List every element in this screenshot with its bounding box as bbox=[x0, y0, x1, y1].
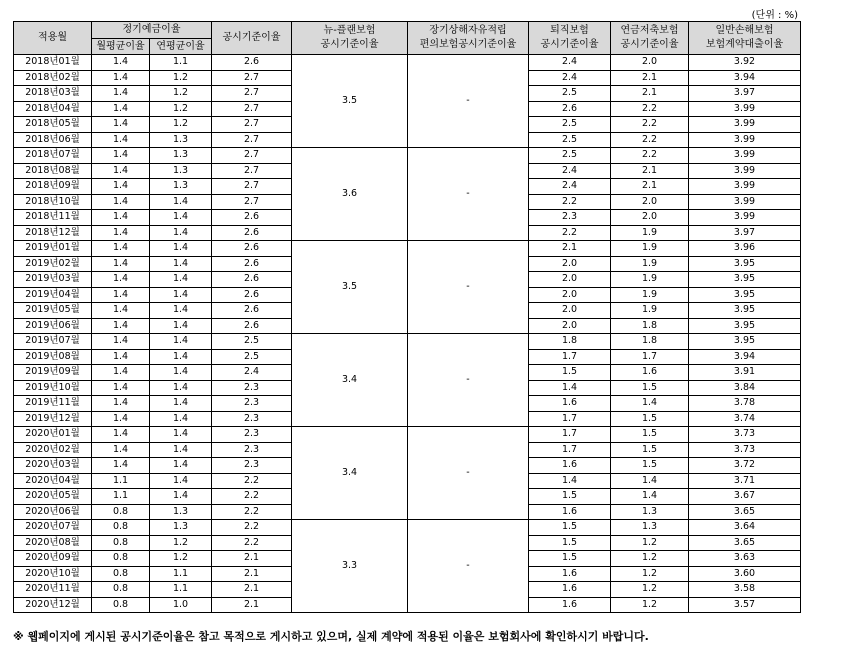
cell-retire: 2.0 bbox=[529, 256, 611, 272]
cell-annual-avg: 1.2 bbox=[150, 535, 212, 551]
cell-annual-avg: 1.4 bbox=[150, 427, 212, 443]
cell-retire: 2.0 bbox=[529, 272, 611, 288]
cell-monthly-avg: 1.1 bbox=[92, 489, 150, 505]
cell-public-rate: 2.7 bbox=[212, 179, 292, 195]
cell-longterm: - bbox=[408, 334, 529, 427]
cell-retire: 1.6 bbox=[529, 597, 611, 613]
cell-general: 3.67 bbox=[689, 489, 801, 505]
cell-public-rate: 2.7 bbox=[212, 194, 292, 210]
cell-pension: 1.3 bbox=[611, 520, 689, 536]
cell-public-rate: 2.5 bbox=[212, 349, 292, 365]
cell-annual-avg: 1.4 bbox=[150, 489, 212, 505]
cell-longterm: - bbox=[408, 148, 529, 241]
cell-monthly-avg: 1.4 bbox=[92, 380, 150, 396]
cell-annual-avg: 1.4 bbox=[150, 272, 212, 288]
cell-pension: 1.9 bbox=[611, 272, 689, 288]
cell-month: 2019년07월 bbox=[14, 334, 92, 350]
cell-longterm: - bbox=[408, 520, 529, 613]
cell-pension: 1.4 bbox=[611, 489, 689, 505]
cell-annual-avg: 1.4 bbox=[150, 334, 212, 350]
cell-public-rate: 2.3 bbox=[212, 442, 292, 458]
cell-pension: 2.2 bbox=[611, 117, 689, 133]
cell-retire: 2.5 bbox=[529, 86, 611, 102]
cell-public-rate: 2.1 bbox=[212, 551, 292, 567]
cell-annual-avg: 1.4 bbox=[150, 411, 212, 427]
cell-annual-avg: 1.4 bbox=[150, 473, 212, 489]
cell-month: 2019년04월 bbox=[14, 287, 92, 303]
cell-retire: 2.5 bbox=[529, 117, 611, 133]
cell-public-rate: 2.7 bbox=[212, 148, 292, 164]
cell-monthly-avg: 1.4 bbox=[92, 179, 150, 195]
cell-pension: 1.6 bbox=[611, 365, 689, 381]
cell-monthly-avg: 1.4 bbox=[92, 163, 150, 179]
cell-retire: 1.8 bbox=[529, 334, 611, 350]
cell-retire: 2.3 bbox=[529, 210, 611, 226]
cell-general: 3.73 bbox=[689, 427, 801, 443]
cell-retire: 2.4 bbox=[529, 163, 611, 179]
cell-retire: 1.6 bbox=[529, 458, 611, 474]
cell-month: 2020년10월 bbox=[14, 566, 92, 582]
cell-retire: 1.4 bbox=[529, 473, 611, 489]
cell-pension: 2.1 bbox=[611, 86, 689, 102]
cell-public-rate: 2.2 bbox=[212, 504, 292, 520]
cell-general: 3.97 bbox=[689, 86, 801, 102]
header-retire bbox=[529, 22, 611, 55]
cell-longterm: - bbox=[408, 55, 529, 148]
header-longterm-line2: 편의보험공시기준이율 bbox=[419, 39, 517, 50]
header-pension-line1: 연금저축보험 bbox=[620, 25, 679, 36]
table-row bbox=[14, 520, 801, 536]
cell-pension: 1.9 bbox=[611, 241, 689, 257]
cell-month: 2018년04월 bbox=[14, 101, 92, 117]
cell-general: 3.99 bbox=[689, 194, 801, 210]
table-row bbox=[14, 427, 801, 443]
cell-public-rate: 2.2 bbox=[212, 489, 292, 505]
cell-public-rate: 2.1 bbox=[212, 566, 292, 582]
cell-public-rate: 2.7 bbox=[212, 86, 292, 102]
cell-annual-avg: 1.3 bbox=[150, 148, 212, 164]
cell-general: 3.84 bbox=[689, 380, 801, 396]
cell-pension: 1.9 bbox=[611, 303, 689, 319]
cell-annual-avg: 1.4 bbox=[150, 194, 212, 210]
cell-new-plan: 3.5 bbox=[292, 241, 408, 334]
header-month: 적용월 bbox=[14, 22, 92, 55]
cell-monthly-avg: 1.4 bbox=[92, 318, 150, 334]
cell-pension: 1.8 bbox=[611, 318, 689, 334]
cell-retire: 1.6 bbox=[529, 396, 611, 412]
cell-month: 2020년09월 bbox=[14, 551, 92, 567]
header-longterm-line1: 장기상해자유적립 bbox=[429, 25, 507, 36]
cell-annual-avg: 1.3 bbox=[150, 132, 212, 148]
cell-pension: 2.2 bbox=[611, 148, 689, 164]
cell-annual-avg: 1.4 bbox=[150, 396, 212, 412]
cell-month: 2018년12월 bbox=[14, 225, 92, 241]
cell-retire: 2.5 bbox=[529, 148, 611, 164]
cell-monthly-avg: 1.4 bbox=[92, 272, 150, 288]
cell-month: 2019년06월 bbox=[14, 318, 92, 334]
cell-public-rate: 2.3 bbox=[212, 380, 292, 396]
cell-public-rate: 2.3 bbox=[212, 411, 292, 427]
cell-public-rate: 2.3 bbox=[212, 427, 292, 443]
cell-public-rate: 2.7 bbox=[212, 117, 292, 133]
header-retire-line1: 퇴직보험 bbox=[550, 25, 589, 36]
header-public-rate: 공시기준이율 bbox=[212, 22, 292, 55]
cell-month: 2018년10월 bbox=[14, 194, 92, 210]
cell-month: 2018년08월 bbox=[14, 163, 92, 179]
cell-monthly-avg: 1.4 bbox=[92, 303, 150, 319]
cell-public-rate: 2.7 bbox=[212, 132, 292, 148]
cell-annual-avg: 1.4 bbox=[150, 365, 212, 381]
cell-pension: 1.8 bbox=[611, 334, 689, 350]
cell-annual-avg: 1.0 bbox=[150, 597, 212, 613]
cell-general: 3.60 bbox=[689, 566, 801, 582]
cell-monthly-avg: 1.4 bbox=[92, 256, 150, 272]
cell-month: 2020년06월 bbox=[14, 504, 92, 520]
cell-monthly-avg: 1.4 bbox=[92, 458, 150, 474]
cell-pension: 2.0 bbox=[611, 55, 689, 71]
cell-retire: 2.0 bbox=[529, 303, 611, 319]
cell-pension: 1.2 bbox=[611, 551, 689, 567]
cell-public-rate: 2.7 bbox=[212, 163, 292, 179]
cell-general: 3.99 bbox=[689, 179, 801, 195]
cell-general: 3.99 bbox=[689, 210, 801, 226]
cell-retire: 2.4 bbox=[529, 70, 611, 86]
cell-public-rate: 2.6 bbox=[212, 210, 292, 226]
cell-month: 2019년01월 bbox=[14, 241, 92, 257]
cell-general: 3.95 bbox=[689, 287, 801, 303]
cell-pension: 1.9 bbox=[611, 256, 689, 272]
cell-public-rate: 2.6 bbox=[212, 287, 292, 303]
cell-public-rate: 2.5 bbox=[212, 334, 292, 350]
rate-table bbox=[13, 21, 801, 613]
cell-annual-avg: 1.1 bbox=[150, 566, 212, 582]
cell-month: 2018년02월 bbox=[14, 70, 92, 86]
cell-annual-avg: 1.4 bbox=[150, 241, 212, 257]
cell-retire: 2.1 bbox=[529, 241, 611, 257]
cell-annual-avg: 1.2 bbox=[150, 117, 212, 133]
cell-monthly-avg: 0.8 bbox=[92, 535, 150, 551]
cell-monthly-avg: 1.4 bbox=[92, 365, 150, 381]
cell-retire: 2.4 bbox=[529, 55, 611, 71]
cell-month: 2019년05월 bbox=[14, 303, 92, 319]
cell-general: 3.96 bbox=[689, 241, 801, 257]
cell-month: 2020년11월 bbox=[14, 582, 92, 598]
table-header bbox=[14, 22, 801, 55]
cell-month: 2018년07월 bbox=[14, 148, 92, 164]
cell-monthly-avg: 0.8 bbox=[92, 504, 150, 520]
cell-public-rate: 2.3 bbox=[212, 458, 292, 474]
cell-general: 3.78 bbox=[689, 396, 801, 412]
cell-pension: 1.2 bbox=[611, 582, 689, 598]
cell-general: 3.58 bbox=[689, 582, 801, 598]
cell-month: 2019년08월 bbox=[14, 349, 92, 365]
cell-monthly-avg: 1.4 bbox=[92, 241, 150, 257]
cell-month: 2019년12월 bbox=[14, 411, 92, 427]
cell-public-rate: 2.7 bbox=[212, 101, 292, 117]
cell-month: 2018년05월 bbox=[14, 117, 92, 133]
cell-public-rate: 2.6 bbox=[212, 318, 292, 334]
cell-annual-avg: 1.4 bbox=[150, 318, 212, 334]
cell-monthly-avg: 1.4 bbox=[92, 334, 150, 350]
cell-public-rate: 2.1 bbox=[212, 582, 292, 598]
cell-general: 3.99 bbox=[689, 132, 801, 148]
cell-monthly-avg: 1.4 bbox=[92, 442, 150, 458]
cell-retire: 1.5 bbox=[529, 489, 611, 505]
cell-general: 3.99 bbox=[689, 117, 801, 133]
cell-month: 2020년04월 bbox=[14, 473, 92, 489]
cell-monthly-avg: 1.1 bbox=[92, 473, 150, 489]
cell-pension: 1.5 bbox=[611, 427, 689, 443]
cell-pension: 2.0 bbox=[611, 210, 689, 226]
cell-retire: 2.4 bbox=[529, 179, 611, 195]
cell-pension: 2.1 bbox=[611, 70, 689, 86]
cell-pension: 1.5 bbox=[611, 411, 689, 427]
cell-general: 3.74 bbox=[689, 411, 801, 427]
cell-general: 3.73 bbox=[689, 442, 801, 458]
cell-general: 3.91 bbox=[689, 365, 801, 381]
header-new-plan bbox=[292, 22, 408, 55]
header-new-plan-line2: 공시기준이율 bbox=[320, 39, 379, 50]
cell-month: 2020년08월 bbox=[14, 535, 92, 551]
cell-new-plan: 3.4 bbox=[292, 427, 408, 520]
cell-new-plan: 3.5 bbox=[292, 55, 408, 148]
header-annual-avg: 연평균이율 bbox=[150, 39, 212, 55]
cell-general: 3.94 bbox=[689, 349, 801, 365]
cell-retire: 1.6 bbox=[529, 582, 611, 598]
header-general-line1: 일반손해보험 bbox=[715, 25, 774, 36]
cell-monthly-avg: 1.4 bbox=[92, 132, 150, 148]
cell-general: 3.99 bbox=[689, 101, 801, 117]
cell-monthly-avg: 1.4 bbox=[92, 101, 150, 117]
header-deposit-group: 정기예금이율 bbox=[92, 22, 212, 39]
cell-retire: 1.6 bbox=[529, 566, 611, 582]
cell-monthly-avg: 0.8 bbox=[92, 582, 150, 598]
cell-annual-avg: 1.4 bbox=[150, 442, 212, 458]
cell-annual-avg: 1.3 bbox=[150, 163, 212, 179]
header-longterm bbox=[408, 22, 529, 55]
cell-month: 2018년09월 bbox=[14, 179, 92, 195]
cell-public-rate: 2.2 bbox=[212, 535, 292, 551]
cell-retire: 1.7 bbox=[529, 442, 611, 458]
cell-month: 2019년02월 bbox=[14, 256, 92, 272]
table-row bbox=[14, 241, 801, 257]
cell-retire: 2.2 bbox=[529, 194, 611, 210]
cell-retire: 1.5 bbox=[529, 520, 611, 536]
cell-monthly-avg: 1.4 bbox=[92, 396, 150, 412]
cell-annual-avg: 1.4 bbox=[150, 225, 212, 241]
cell-public-rate: 2.6 bbox=[212, 225, 292, 241]
cell-monthly-avg: 1.4 bbox=[92, 225, 150, 241]
cell-monthly-avg: 1.4 bbox=[92, 194, 150, 210]
cell-retire: 1.7 bbox=[529, 411, 611, 427]
cell-month: 2019년11월 bbox=[14, 396, 92, 412]
header-pension-line2: 공시기준이율 bbox=[620, 39, 679, 50]
cell-month: 2020년01월 bbox=[14, 427, 92, 443]
cell-new-plan: 3.4 bbox=[292, 334, 408, 427]
cell-longterm: - bbox=[408, 427, 529, 520]
cell-pension: 1.2 bbox=[611, 535, 689, 551]
unit-label: (단위 : %) bbox=[751, 10, 798, 21]
cell-pension: 1.5 bbox=[611, 380, 689, 396]
table-body bbox=[14, 55, 801, 613]
cell-annual-avg: 1.1 bbox=[150, 55, 212, 71]
cell-annual-avg: 1.3 bbox=[150, 520, 212, 536]
cell-month: 2018년01월 bbox=[14, 55, 92, 71]
cell-monthly-avg: 1.4 bbox=[92, 210, 150, 226]
cell-pension: 1.4 bbox=[611, 473, 689, 489]
cell-pension: 1.3 bbox=[611, 504, 689, 520]
cell-general: 3.95 bbox=[689, 272, 801, 288]
header-monthly-avg: 월평균이율 bbox=[92, 39, 150, 55]
cell-pension: 1.5 bbox=[611, 442, 689, 458]
cell-annual-avg: 1.2 bbox=[150, 101, 212, 117]
cell-public-rate: 2.6 bbox=[212, 272, 292, 288]
cell-public-rate: 2.2 bbox=[212, 473, 292, 489]
cell-general: 3.72 bbox=[689, 458, 801, 474]
cell-retire: 1.5 bbox=[529, 551, 611, 567]
cell-annual-avg: 1.3 bbox=[150, 179, 212, 195]
cell-retire: 2.2 bbox=[529, 225, 611, 241]
cell-public-rate: 2.6 bbox=[212, 241, 292, 257]
cell-annual-avg: 1.2 bbox=[150, 86, 212, 102]
cell-pension: 2.0 bbox=[611, 194, 689, 210]
cell-general: 3.65 bbox=[689, 535, 801, 551]
cell-general: 3.99 bbox=[689, 148, 801, 164]
cell-general: 3.95 bbox=[689, 303, 801, 319]
cell-general: 3.95 bbox=[689, 256, 801, 272]
cell-monthly-avg: 1.4 bbox=[92, 70, 150, 86]
cell-monthly-avg: 1.4 bbox=[92, 55, 150, 71]
cell-month: 2019년09월 bbox=[14, 365, 92, 381]
cell-annual-avg: 1.2 bbox=[150, 70, 212, 86]
cell-general: 3.95 bbox=[689, 334, 801, 350]
table-row bbox=[14, 55, 801, 71]
cell-general: 3.97 bbox=[689, 225, 801, 241]
cell-annual-avg: 1.4 bbox=[150, 303, 212, 319]
cell-month: 2020년02월 bbox=[14, 442, 92, 458]
cell-annual-avg: 1.4 bbox=[150, 349, 212, 365]
cell-retire: 1.5 bbox=[529, 365, 611, 381]
cell-monthly-avg: 0.8 bbox=[92, 597, 150, 613]
cell-monthly-avg: 1.4 bbox=[92, 427, 150, 443]
cell-public-rate: 2.6 bbox=[212, 256, 292, 272]
cell-general: 3.92 bbox=[689, 55, 801, 71]
cell-general: 3.65 bbox=[689, 504, 801, 520]
cell-month: 2019년10월 bbox=[14, 380, 92, 396]
cell-public-rate: 2.6 bbox=[212, 303, 292, 319]
cell-monthly-avg: 1.4 bbox=[92, 148, 150, 164]
cell-pension: 1.9 bbox=[611, 225, 689, 241]
cell-pension: 2.2 bbox=[611, 101, 689, 117]
cell-monthly-avg: 0.8 bbox=[92, 551, 150, 567]
cell-general: 3.99 bbox=[689, 163, 801, 179]
cell-annual-avg: 1.4 bbox=[150, 210, 212, 226]
cell-public-rate: 2.4 bbox=[212, 365, 292, 381]
cell-pension: 1.2 bbox=[611, 566, 689, 582]
cell-public-rate: 2.7 bbox=[212, 70, 292, 86]
cell-monthly-avg: 0.8 bbox=[92, 566, 150, 582]
cell-general: 3.64 bbox=[689, 520, 801, 536]
cell-retire: 1.7 bbox=[529, 427, 611, 443]
cell-annual-avg: 1.3 bbox=[150, 504, 212, 520]
cell-monthly-avg: 1.4 bbox=[92, 287, 150, 303]
cell-pension: 1.9 bbox=[611, 287, 689, 303]
cell-retire: 2.0 bbox=[529, 287, 611, 303]
cell-public-rate: 2.6 bbox=[212, 55, 292, 71]
cell-new-plan: 3.6 bbox=[292, 148, 408, 241]
cell-annual-avg: 1.4 bbox=[150, 256, 212, 272]
table-row bbox=[14, 148, 801, 164]
cell-month: 2018년03월 bbox=[14, 86, 92, 102]
cell-retire: 1.6 bbox=[529, 504, 611, 520]
cell-monthly-avg: 0.8 bbox=[92, 520, 150, 536]
cell-annual-avg: 1.4 bbox=[150, 287, 212, 303]
cell-retire: 2.0 bbox=[529, 318, 611, 334]
cell-pension: 2.1 bbox=[611, 163, 689, 179]
cell-pension: 1.7 bbox=[611, 349, 689, 365]
cell-general: 3.95 bbox=[689, 318, 801, 334]
cell-monthly-avg: 1.4 bbox=[92, 86, 150, 102]
header-general-line2: 보험계약대출이율 bbox=[705, 39, 784, 50]
cell-pension: 1.5 bbox=[611, 458, 689, 474]
cell-general: 3.57 bbox=[689, 597, 801, 613]
cell-longterm: - bbox=[408, 241, 529, 334]
cell-month: 2018년11월 bbox=[14, 210, 92, 226]
cell-month: 2020년03월 bbox=[14, 458, 92, 474]
cell-retire: 1.7 bbox=[529, 349, 611, 365]
cell-retire: 2.5 bbox=[529, 132, 611, 148]
cell-retire: 1.5 bbox=[529, 535, 611, 551]
cell-pension: 2.2 bbox=[611, 132, 689, 148]
cell-pension: 1.2 bbox=[611, 597, 689, 613]
table-row bbox=[14, 334, 801, 350]
cell-pension: 1.4 bbox=[611, 396, 689, 412]
header-pension bbox=[611, 22, 689, 55]
cell-month: 2020년07월 bbox=[14, 520, 92, 536]
cell-retire: 1.4 bbox=[529, 380, 611, 396]
header-retire-line2: 공시기준이율 bbox=[540, 39, 599, 50]
cell-public-rate: 2.1 bbox=[212, 597, 292, 613]
cell-public-rate: 2.2 bbox=[212, 520, 292, 536]
cell-new-plan: 3.3 bbox=[292, 520, 408, 613]
cell-month: 2018년06월 bbox=[14, 132, 92, 148]
cell-general: 3.71 bbox=[689, 473, 801, 489]
cell-annual-avg: 1.4 bbox=[150, 380, 212, 396]
cell-monthly-avg: 1.4 bbox=[92, 349, 150, 365]
cell-annual-avg: 1.1 bbox=[150, 582, 212, 598]
cell-annual-avg: 1.2 bbox=[150, 551, 212, 567]
cell-annual-avg: 1.4 bbox=[150, 458, 212, 474]
cell-pension: 2.1 bbox=[611, 179, 689, 195]
cell-monthly-avg: 1.4 bbox=[92, 117, 150, 133]
cell-month: 2020년05월 bbox=[14, 489, 92, 505]
cell-general: 3.94 bbox=[689, 70, 801, 86]
cell-month: 2019년03월 bbox=[14, 272, 92, 288]
cell-monthly-avg: 1.4 bbox=[92, 411, 150, 427]
header-new-plan-line1: 뉴-플랜보험 bbox=[323, 25, 376, 36]
cell-month: 2020년12월 bbox=[14, 597, 92, 613]
cell-public-rate: 2.3 bbox=[212, 396, 292, 412]
footnote: ※ 웹페이지에 게시된 공시기준이율은 참고 목적으로 게시하고 있으며, 실제 계약에 적용된 이율은 보험회사에 확인하시기 바랍니다. bbox=[13, 630, 649, 643]
header-general bbox=[689, 22, 801, 55]
cell-retire: 2.6 bbox=[529, 101, 611, 117]
cell-general: 3.63 bbox=[689, 551, 801, 567]
